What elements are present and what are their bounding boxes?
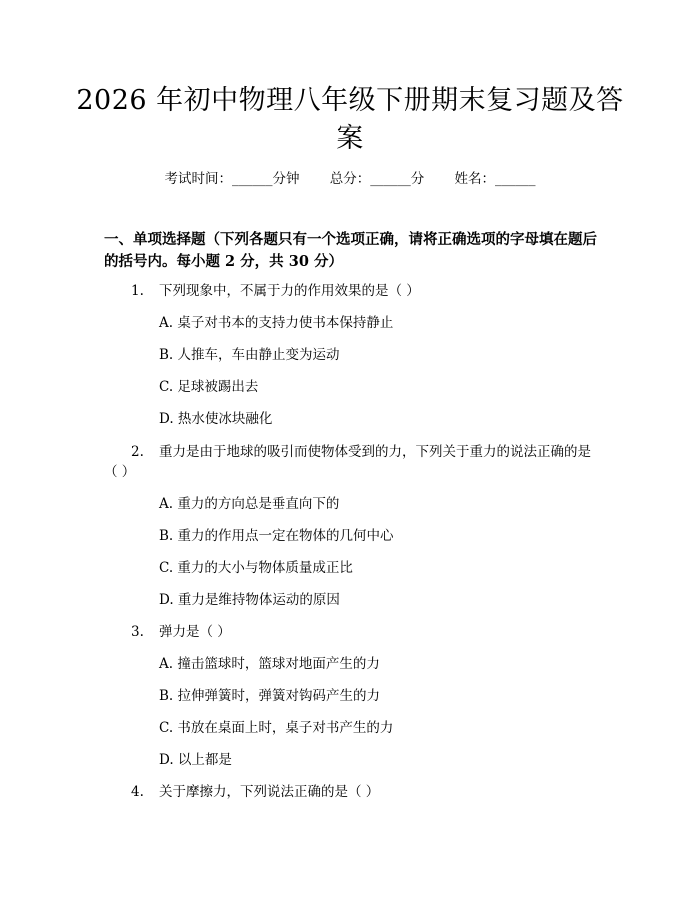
question-option: B. 人推车，车由静止变为运动 (159, 347, 340, 363)
question-option: C. 书放在桌面上时，桌子对书产生的力 (159, 720, 394, 736)
page-title (70, 82, 630, 158)
exam-meta (0, 170, 700, 188)
title-line-1: 2026 年初中物理八年级下册期末复习题及答 (76, 85, 624, 116)
question-option: D. 重力是维持物体运动的原因 (159, 592, 340, 608)
question-option: C. 足球被踢出去 (159, 379, 259, 395)
exam-time-field: 考试时间：______分钟 (164, 171, 300, 187)
question-option: A. 重力的方向总是垂直向下的 (159, 496, 340, 512)
question-number: 3. (131, 624, 144, 640)
question-stem-continuation: （ ） (104, 464, 136, 480)
total-score-field: 总分：______分 (329, 171, 425, 187)
question-stem: 弹力是（ ） (159, 624, 231, 640)
question-option: B. 重力的作用点一定在物体的几何中心 (159, 528, 394, 544)
question-option: C. 重力的大小与物体质量成正比 (159, 560, 353, 576)
question-number: 1. (131, 283, 144, 299)
question-option: A. 桌子对书本的支持力使书本保持静止 (159, 315, 394, 331)
question-option: A. 撞击篮球时，篮球对地面产生的力 (159, 656, 380, 672)
title-line-2: 案 (336, 123, 364, 154)
name-field: 姓名：______ (454, 171, 536, 187)
question-number: 4. (131, 784, 144, 800)
question-stem: 关于摩擦力，下列说法正确的是（ ） (159, 784, 380, 800)
section-title: 一、单项选择题（下列各题只有一个选项正确，请将正确选项的字母填在题后的括号内。每小题 2 分，共 30 分） (104, 231, 597, 270)
question-stem: 重力是由于地球的吸引而使物体受到的力，下列关于重力的说法正确的是 (159, 444, 591, 460)
question-stem: 下列现象中，不属于力的作用效果的是（ ） (159, 283, 420, 299)
question-option: D. 以上都是 (159, 752, 232, 768)
question-option: B. 拉伸弹簧时，弹簧对钩码产生的力 (159, 688, 381, 704)
question-number: 2. (131, 444, 144, 460)
question-option: D. 热水使冰块融化 (159, 411, 273, 427)
